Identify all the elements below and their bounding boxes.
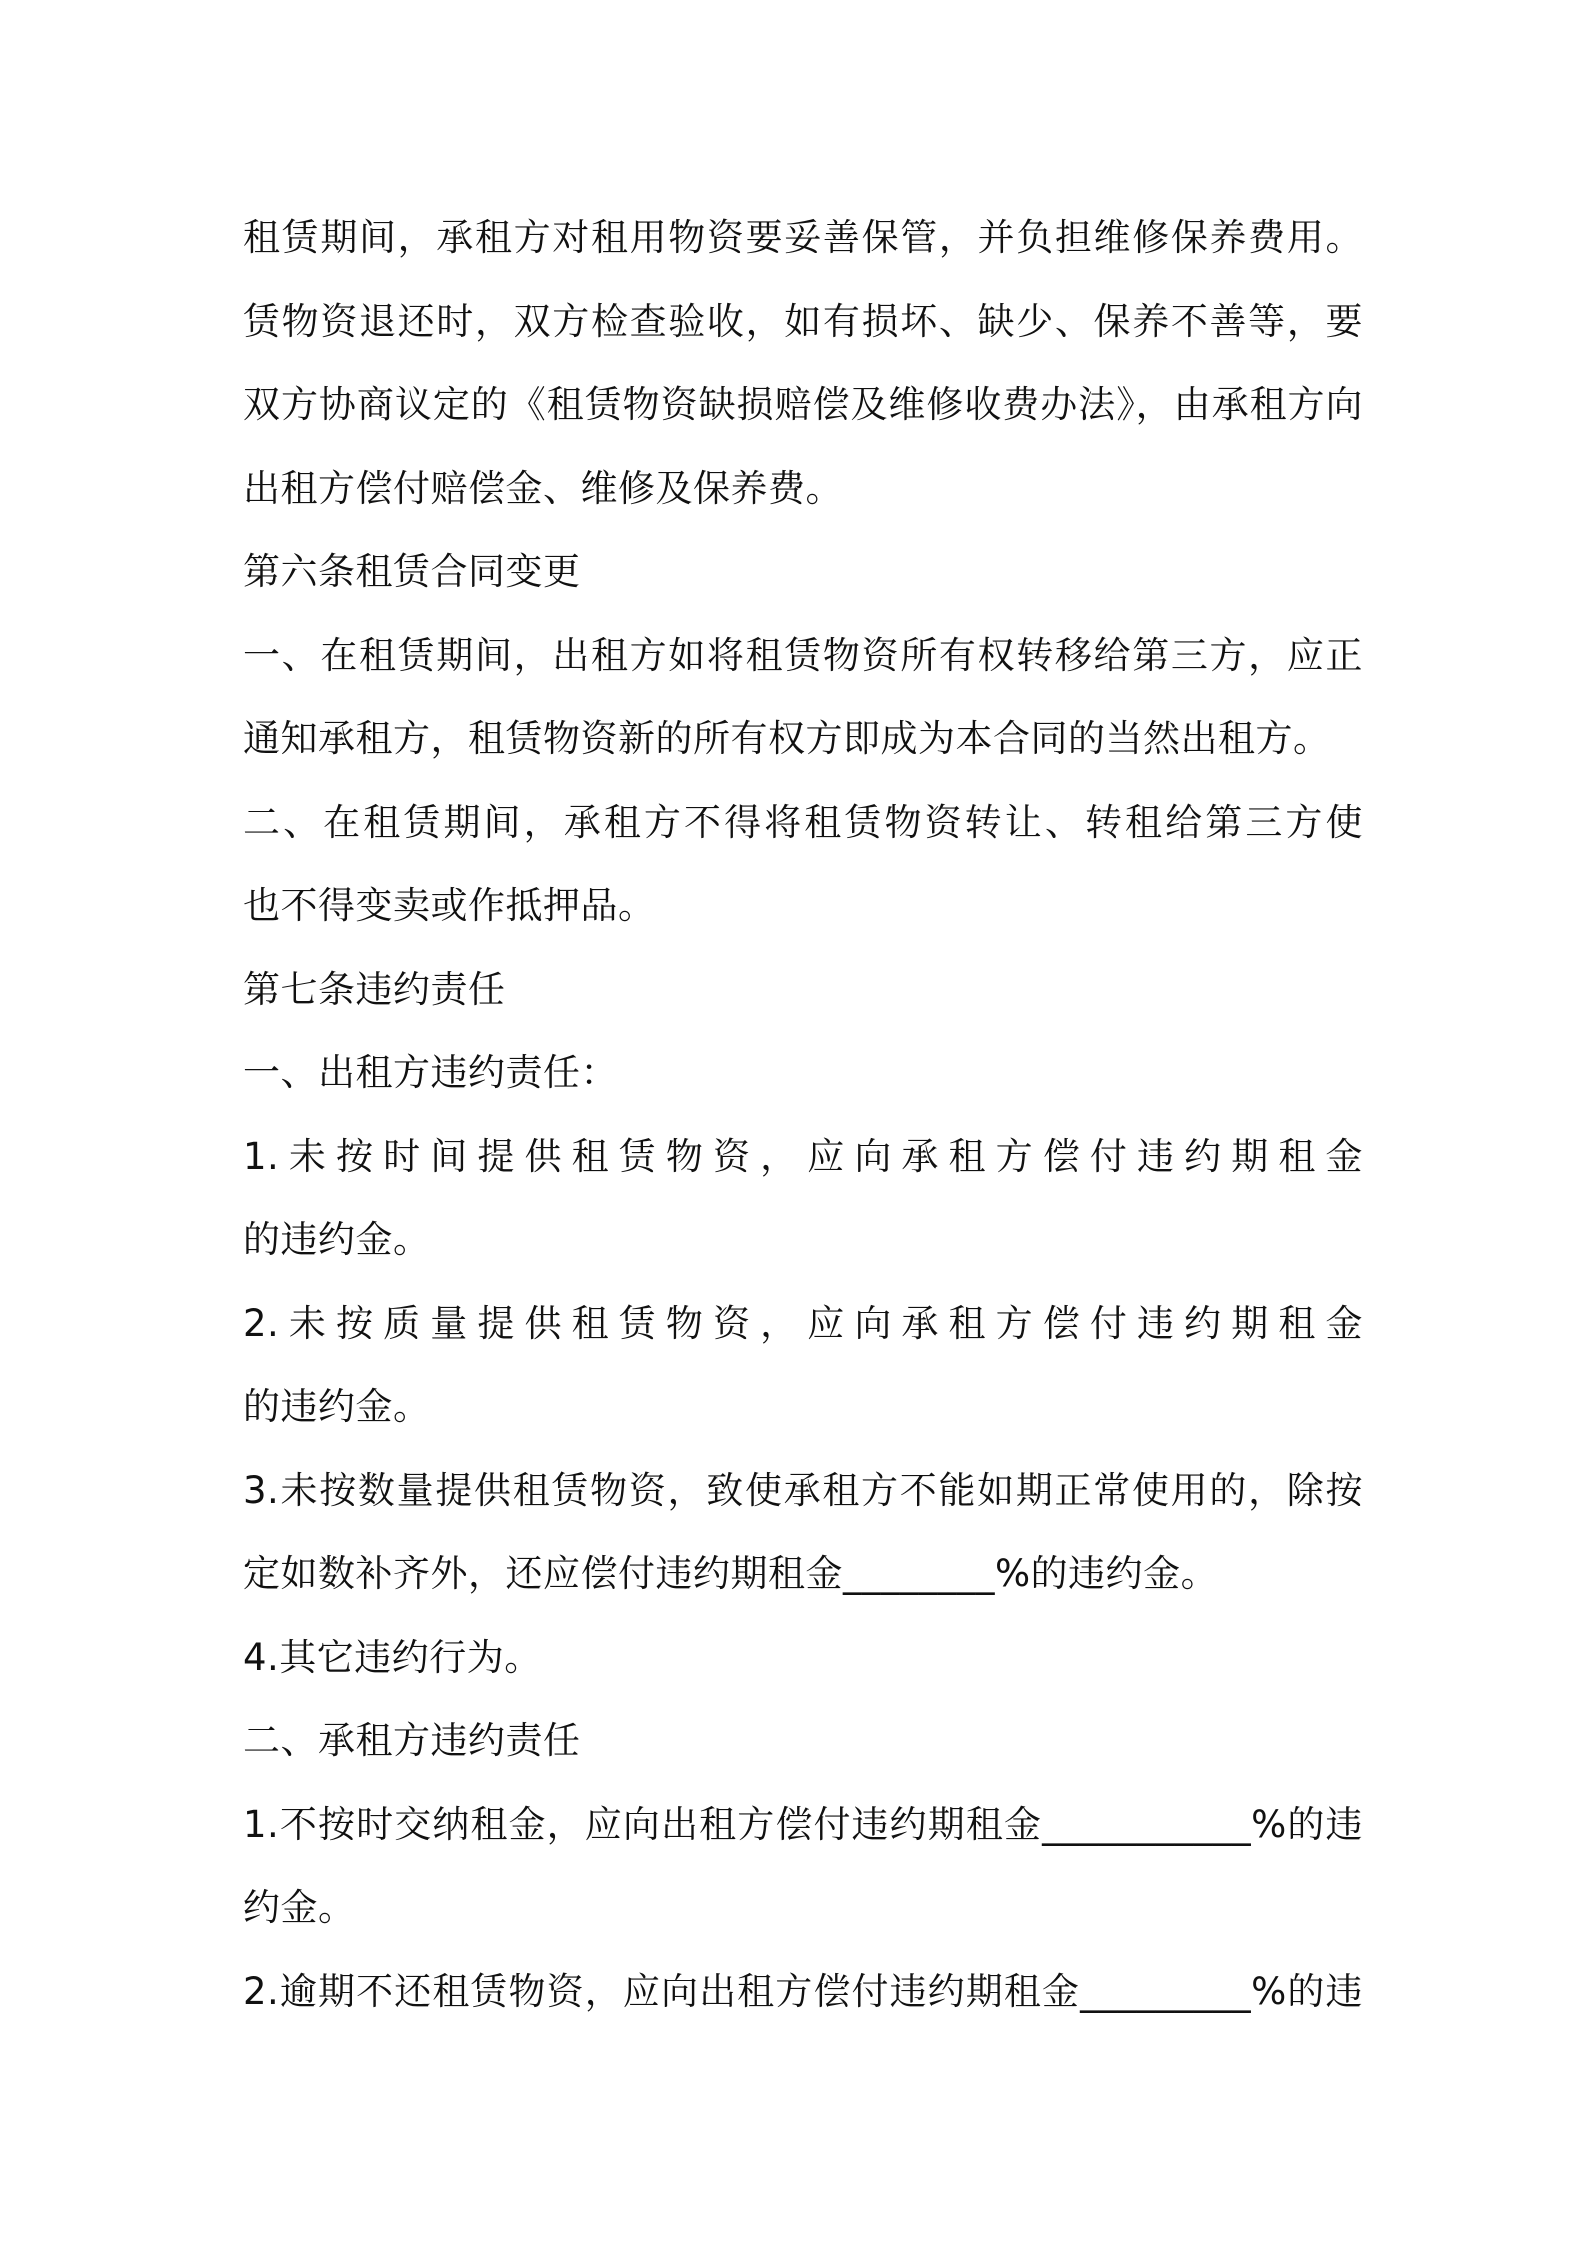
clause-line: 的违约金。: [243, 1218, 431, 1261]
clause-line: 1.不按时交纳租金，应向出租方偿付违约期租金___________%的违: [243, 1802, 1363, 1846]
paragraph-line: 双方协商议定的《租赁物资缺损赔偿及维修收费办法》，由承租方向: [243, 383, 1363, 426]
clause-line: 2.未按质量提供租赁物资，应向承租方偿付违约期租金: [243, 1301, 1363, 1345]
article-heading-6: 第六条租赁合同变更: [243, 550, 581, 593]
clause-line: 约金。: [243, 1886, 356, 1929]
paragraph-line: 出租方偿付赔偿金、维修及保养费。: [243, 466, 843, 510]
section-heading-lessor: 一、出租方违约责任：: [243, 1051, 618, 1094]
clause-line: 4.其它违约行为。: [243, 1635, 542, 1679]
paragraph-line: 二、在租赁期间，承租方不得将租赁物资转让、转租给第三方使: [243, 800, 1363, 844]
paragraph-line: 一、在租赁期间，出租方如将租赁物资所有权转移给第三方，应正: [243, 633, 1363, 677]
paragraph-line: 租赁期间，承租方对租用物资要妥善保管，并负担维修保养费用。: [243, 216, 1363, 259]
section-heading-lessee: 二、承租方违约责任: [243, 1719, 581, 1762]
clause-line: 3.未按数量提供租赁物资，致使承租方不能如期正常使用的，除按: [243, 1468, 1363, 1512]
paragraph-line: 赁物资退还时，双方检查验收，如有损坏、缺少、保养不善等，要: [243, 299, 1363, 343]
clause-line: 的违约金。: [243, 1385, 431, 1428]
clause-line: 1.未按时间提供租赁物资，应向承租方偿付违约期租金: [243, 1134, 1363, 1178]
paragraph-line: 也不得变卖或作抵押品。: [243, 884, 656, 927]
article-heading-7: 第七条违约责任: [243, 967, 506, 1011]
clause-line: 定如数补齐外，还应偿付违约期租金________%的违约金。: [243, 1552, 1219, 1595]
clause-line: 2.逾期不还租赁物资，应向出租方偿付违约期租金_________%的违: [243, 1969, 1363, 2013]
contract-text-body: [243, 196, 1363, 2033]
paragraph-line: 通知承租方，租赁物资新的所有权方即成为本合同的当然出租方。: [243, 717, 1331, 760]
